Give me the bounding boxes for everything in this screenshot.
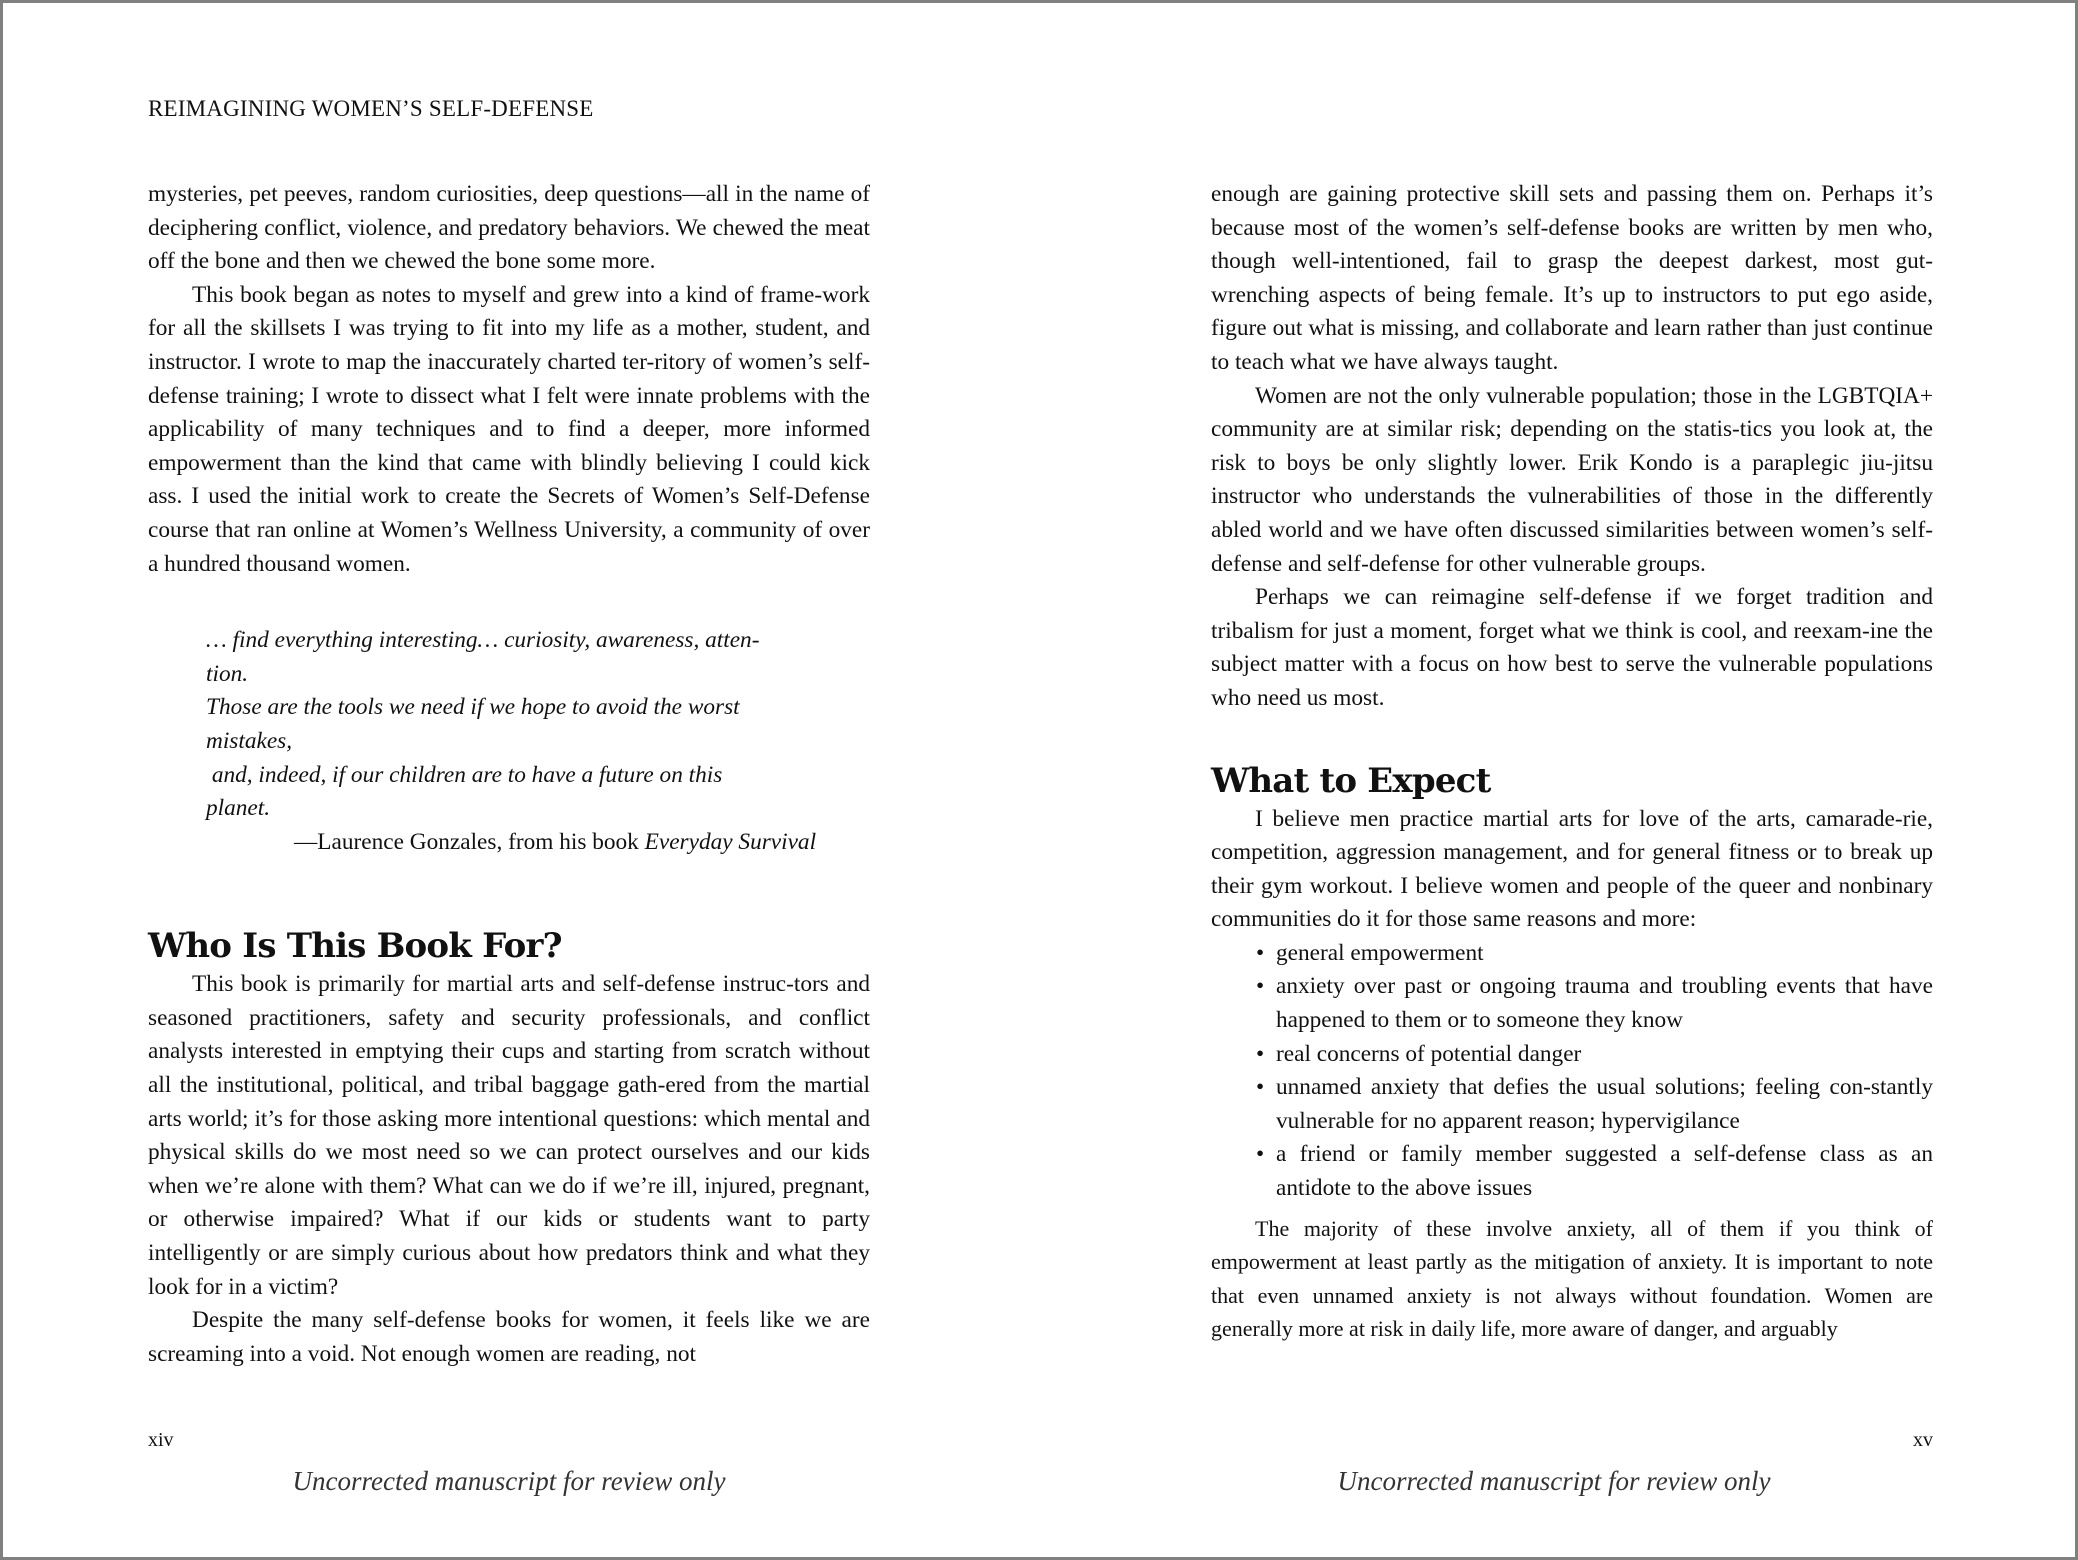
epigraph-line: Those are the tools we need if we hope to avoid the worst [206, 694, 740, 721]
paragraph: The majority of these involve anxiety, all of them if you think of empowerment at least partly as the mitigation of anxiety. It is important to note that even unnamed anxiety is not always without foundation. Women are generally more at risk in daily life, more aware of danger, and arguably [1211, 1215, 1933, 1342]
paragraph: This book is primarily for martial arts and self-defense instruc-tors and seasoned practitioners, safety and security professionals, and conflict analysts interested in emptying their cups and starting from scratch without all the institutional, political, and tribal baggage gath-ered from the martial arts world; it’s for those asking more intentional questions: which mental and physical skills do we most need so we can protect ourselves and our kids when we’re alone with them? What can we do if we’re ill, injured, pregnant, or otherwise impaired? What if our kids or students want to party intelligently or are simply curious about how predators think and what they look for in a victim? [148, 971, 870, 1300]
paragraph: Despite the many self-defense books for women, it feels like we are screaming into a void. Not enough women are reading, not [148, 1307, 870, 1367]
epigraph-line: … find everything interesting… curiosity, awareness, atten- [206, 627, 760, 654]
reasons-list [1211, 937, 1933, 1206]
right-page-body [1211, 178, 1933, 1346]
review-watermark: Uncorrected manuscript for review only [1337, 1466, 1771, 1496]
paragraph: I believe men practice martial arts for love of the arts, camarade-rie, competition, aggression management, and for general fitness or to break up their gym workout. I believe women and people of the queer and nonbinary communities do it for those same reasons and more: [1211, 805, 1933, 933]
paragraph: enough are gaining protective skill sets and passing them on. Perhaps it’s because most of the women’s self-defense books are written by men who, though well-intentioned, fail to grasp the deepest darkest, most gut-wrenching aspects of being female. It’s up to instructors to put ego aside, figure out what is missing, and collaborate and learn rather than just continue to teach what we have always taught. [1211, 181, 1933, 375]
epigraph-line: and, indeed, if our children are to have a future on this [206, 761, 723, 788]
page-number: xiv [148, 1429, 174, 1451]
list-item: • real concerns of potential danger [1256, 1038, 1933, 1072]
review-watermark: Uncorrected manuscript for review only [292, 1466, 726, 1496]
section-heading-who-is-this-book-for: Who Is This Book For? [148, 926, 562, 967]
epigraph-line: mistakes, [206, 727, 293, 754]
page-number: xv [1913, 1429, 1933, 1451]
epigraph-quote [206, 624, 836, 859]
running-head: REIMAGINING WOMEN’S SELF-DEFENSE [148, 96, 594, 121]
paragraph: Women are not the only vulnerable population; those in the LGBTQIA+ community are at similar risk; depending on the statis-tics you look at, the risk to boys be only slightly lower. Erik Kondo is a paraplegic jiu-jitsu instructor who understands the vulnerabilities of those in the differently abled world and we have often discussed similarities between women’s self-defense and self-defense for other vulnerable groups. [1211, 382, 1933, 577]
list-item: • anxiety over past or ongoing trauma and troubling events that have happened to them or to someone they know [1256, 970, 1933, 1037]
list-item: • a friend or family member suggested a self-defense class as an antidote to the above issues [1256, 1138, 1933, 1205]
paragraph: This book began as notes to myself and grew into a kind of frame-work for all the skillsets I was trying to fit into my life as a mother, student, and instructor. I wrote to map the inaccurately charted ter-ritory of women’s self-defense training; I wrote to dissect what I felt were innate problems with the applicability of many techniques and to find a deeper, more informed empowerment than the kind that came with blindly believing I could kick ass. I used the initial work to create the Secrets of Women’s Self-Defense course that ran online at Women’s Wellness University, a community of over a hundred thousand women. [148, 281, 870, 577]
list-item: • general empowerment [1256, 937, 1933, 971]
epigraph-line: planet. [206, 795, 271, 822]
left-page-body [148, 178, 870, 1371]
attribution-author: —Laurence Gonzales, from his book [294, 828, 645, 855]
paragraph: Perhaps we can reimagine self-defense if we forget tradition and tribalism for just a moment, forget what we think is cool, and reexam-ine the subject matter with a focus on how best to serve the vulnerable populations who need us most. [1211, 584, 1933, 711]
paragraph: mysteries, pet peeves, random curiosities, deep questions—all in the name of deciphering conflict, violence, and predatory behaviors. We chewed the meat off the bone and then we chewed the bone some more. [148, 181, 870, 275]
list-item: • unnamed anxiety that defies the usual solutions; feeling con-stantly vulnerable for no apparent reason; hypervigilance [1256, 1071, 1933, 1138]
epigraph-line: tion. [206, 660, 249, 687]
epigraph-attribution [206, 826, 836, 860]
section-heading-what-to-expect: What to Expect [1211, 760, 1491, 801]
attribution-book-title: Everyday Survival [644, 828, 817, 855]
